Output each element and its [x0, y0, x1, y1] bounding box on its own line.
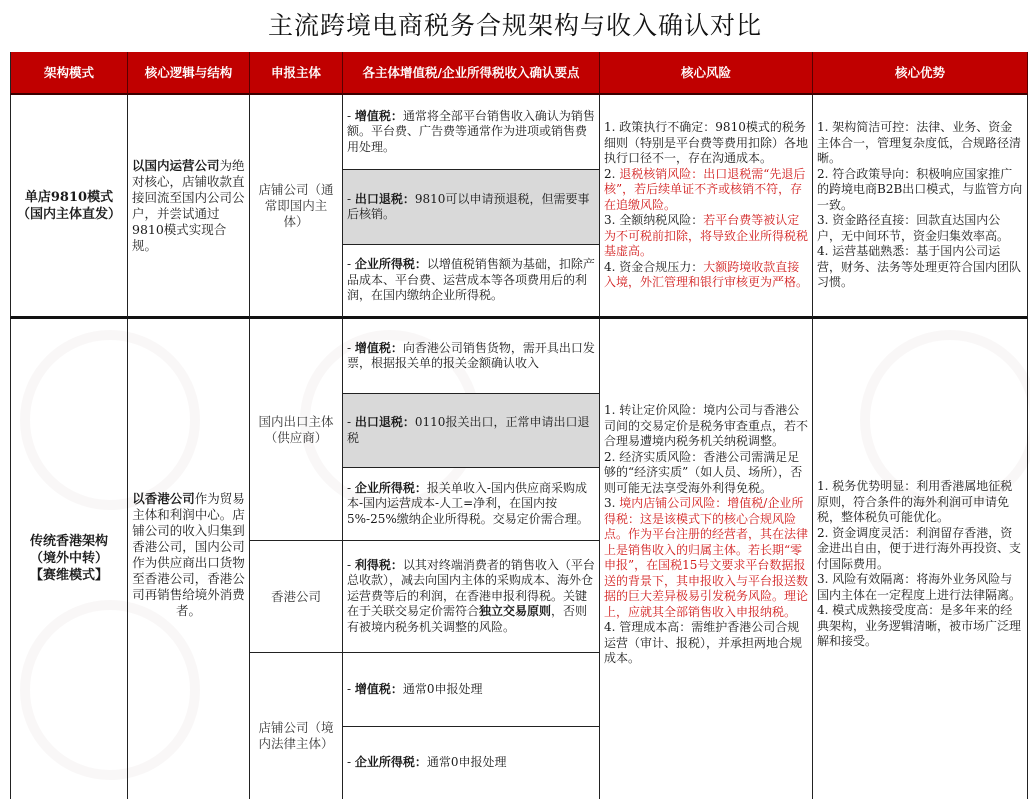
row2-entity-domestic-exporter	[250, 319, 343, 541]
point-text: ，否则有被境内税务机关调整的风险。	[347, 604, 588, 634]
point-label: 增值税	[354, 681, 391, 696]
risk-item: 3. 全额纳税风险：若平台费等被认定为不可税前扣除，将导致企业所得税税基虚高。	[604, 213, 809, 259]
risk-item: 2. 经济实质风险：香港公司需满足足够的“经济实质”（如人员、场所），否则可能无法享受海外利得免税。	[604, 449, 803, 495]
row2-point-vat: - 增值税：向香港公司销售货物，需开具出口发票，根据报关单的报关金额确认收入	[343, 319, 600, 394]
row1-logic	[128, 95, 250, 319]
risk-item: 4. 管理成本高：需维护香港公司合规运营（审计、报税），并承担两地合规成本。	[604, 620, 803, 665]
advantage-item: 2. 资金调度灵活：利润留存香港，资金进出自由，便于进行海外再投资、支付国际费用。	[817, 525, 1022, 571]
row2-logic-text: 作为贸易主体和利润中心。店铺公司的收入归集到香港公司，国内公司作为供应商出口货物至香港公司，香港公司再销售给境外消费者。	[132, 490, 245, 618]
row2-entity-hk-company	[250, 541, 343, 653]
advantage-item: 1. 税务优势明显：利用香港属地征税原则，符合条件的海外利润可申请免税，整体税负可能优化。	[817, 479, 1013, 524]
point-label: 增值税	[354, 340, 391, 355]
point-label: 企业所得税	[354, 480, 415, 495]
advantage-item: 1. 架构简洁可控：法律、业务、资金主体合一，管理复杂度低，合规路径清晰。	[817, 120, 1022, 166]
point-label: 利得税	[354, 557, 391, 572]
row1-entity-name: 店铺公司（通常即国内主体）	[258, 181, 334, 229]
row1-mode	[10, 95, 128, 319]
point-text: 以其对终端消费者的销售收入（平台总收款），减去向国内主体的采购成本、海外仓运营费等后的利润，在香港申报利得税。关键在于关联交易定价需符合	[347, 557, 595, 619]
point-text: 0110报关出口，正常申请出口退税	[347, 415, 590, 445]
row2-mode-name: 传统香港架构	[29, 534, 108, 549]
point-text: 向香港公司销售货物，需开具出口发票，根据报关单的报关金额确认收入	[347, 340, 595, 370]
row2-logic-core: 以香港公司	[132, 490, 195, 506]
header-entity: 申报主体	[250, 52, 343, 95]
advantage-item: 4. 模式成熟接受度高：是多年来的经典架构，业务逻辑清晰，被市场广泛理解和接受。	[817, 603, 1022, 648]
row2-point-cit: - 企业所得税：报关单收入-国内供应商采购成本-国内运营成本-人工=净利，在国内按5%-25%缴纳企业所得税。交易定价需合理。	[343, 468, 600, 541]
point-text: 通常0申报处理	[426, 754, 507, 769]
row1-point-vat: - 增值税：通常将全部平台销售收入确认为销售额。平台费、广告费等通常作为进项或销售费用处理。	[343, 95, 600, 170]
point-label: 出口退税	[354, 191, 403, 206]
row1-mode-subtitle: （国内主体直发）	[16, 206, 121, 222]
row2-mode	[10, 319, 128, 799]
row1-logic-core: 以国内运营公司	[132, 157, 220, 173]
row2-point-store-cit: - 企业所得税：通常0申报处理	[343, 727, 600, 799]
advantage-item: 4. 运营基础熟悉：基于国内公司运营，财务、法务等处理更符合国内团队习惯。	[817, 244, 1022, 290]
point-text: 9810可以申请预退税，但需要事后核销。	[347, 191, 590, 221]
header-logic: 核心逻辑与结构	[128, 52, 250, 95]
advantage-item: 3. 风险有效隔离：将海外业务风险与国内主体在一定程度上进行法律隔离。	[817, 572, 1022, 602]
row1-point-cit: - 企业所得税：以增值税销售额为基础，扣除产品成本、平台费、运营成本等各项费用后的利润，在国内缴纳企业所得税。	[343, 245, 600, 319]
risk-item: 1. 转让定价风险：境内公司与香港公司间的交易定价是税务审查重点，若不合理易遭境内税务机关纳税调整。	[604, 403, 809, 448]
row1-point-export-rebate: - 出口退税：9810可以申请预退税，但需要事后核销。	[343, 170, 600, 245]
point-text: 通常0申报处理	[402, 681, 483, 696]
point-text: 通常将全部平台销售收入确认为销售额。平台费、广告费等通常作为进项或销售费用处理。	[347, 108, 595, 154]
row1-advantages	[813, 95, 1028, 319]
risk-item: 4. 资金合规压力：大额跨境收款直接入境，外汇管理和银行审核更为严格。	[604, 259, 809, 290]
point-label: 增值税	[354, 108, 391, 123]
advantage-item: 3. 资金路径直接：回款直达国内公户，无中间环节，资金归集效率高。	[817, 213, 1010, 243]
row2-entity-store-company	[250, 653, 343, 799]
point-label: 企业所得税	[354, 257, 415, 272]
header-risks: 核心风险	[600, 52, 813, 95]
row2-risks	[600, 319, 813, 799]
row1-logic-text: 为绝对核心，店铺收款直接回流至国内公司公户，并尝试通过9810模式实现合规。	[132, 157, 245, 253]
comparison-table	[10, 52, 1028, 799]
header-mode: 架构模式	[10, 52, 128, 95]
page-title: 主流跨境电商税务合规架构与收入确认对比	[267, 11, 762, 40]
row2-mode-subtitle: （境外中转）	[29, 551, 108, 566]
row2-mode-alias: 【赛维模式】	[29, 568, 108, 583]
entity-name: 店铺公司（境内法律主体）	[258, 719, 334, 751]
advantage-item: 2. 符合政策导向：积极响应国家推广的跨境电商B2B出口模式，与监管方向一致。	[817, 166, 1023, 212]
header-advantages: 核心优势	[813, 52, 1028, 95]
risk-item: 1. 政策执行不确定：9810模式的税务细则（特别是平台费等费用扣除）各地执行口径不一，存在沟通成本。	[604, 120, 809, 166]
row2-point-profits-tax: - 利得税：以其对终端消费者的销售收入（平台总收款），减去向国内主体的采购成本、海外仓运营费等后的利润，在香港申报利得税。关键在于关联交易定价需符合独立交易原则，否则有被境内税务机关调整的风险。	[343, 541, 600, 653]
point-text: 报关单收入-国内供应商采购成本-国内运营成本-人工=净利，在国内按5%-25%缴纳企业所得税。交易定价需合理。	[347, 480, 589, 526]
entity-name: 香港公司	[270, 588, 321, 604]
point-label: 出口退税	[354, 415, 403, 429]
point-emphasis: 独立交易原则	[479, 604, 552, 619]
point-label: 企业所得税	[354, 754, 415, 769]
row2-point-export-rebate: - 出口退税：0110报关出口，正常申请出口退税	[343, 394, 600, 468]
row1-entity	[250, 95, 343, 319]
risk-item: 3. 境内店铺公司风险：增值税/企业所得税：这是该模式下的核心合规风险点。作为平台注册的经营者，其在法律上是销售收入的归属主体。若长期“零申报”，在国税15号文要求平台数据报送的背景下，其申报收入与平台报送数据的巨大差异极易引发税务风险。理论上，应就其全部销售收入申报纳税。	[604, 496, 809, 619]
header-points: 各主体增值税/企业所得税收入确认要点	[343, 52, 600, 95]
row1-mode-name: 单店9810模式	[24, 189, 114, 205]
risk-item: 2. 退税核销风险：出口退税需“先退后核”，若后续单证不齐或核销不符，存在追缴风险。	[604, 166, 806, 212]
row1-risks	[600, 95, 813, 319]
entity-name: 国内出口主体（供应商）	[258, 413, 334, 445]
row2-point-store-vat: - 增值税：通常0申报处理	[343, 653, 600, 727]
row2-logic	[128, 319, 250, 799]
row2-advantages	[813, 319, 1028, 799]
point-text: 以增值税销售额为基础，扣除产品成本、平台费、运营成本等各项费用后的利润，在国内缴纳企业所得税。	[347, 257, 595, 303]
